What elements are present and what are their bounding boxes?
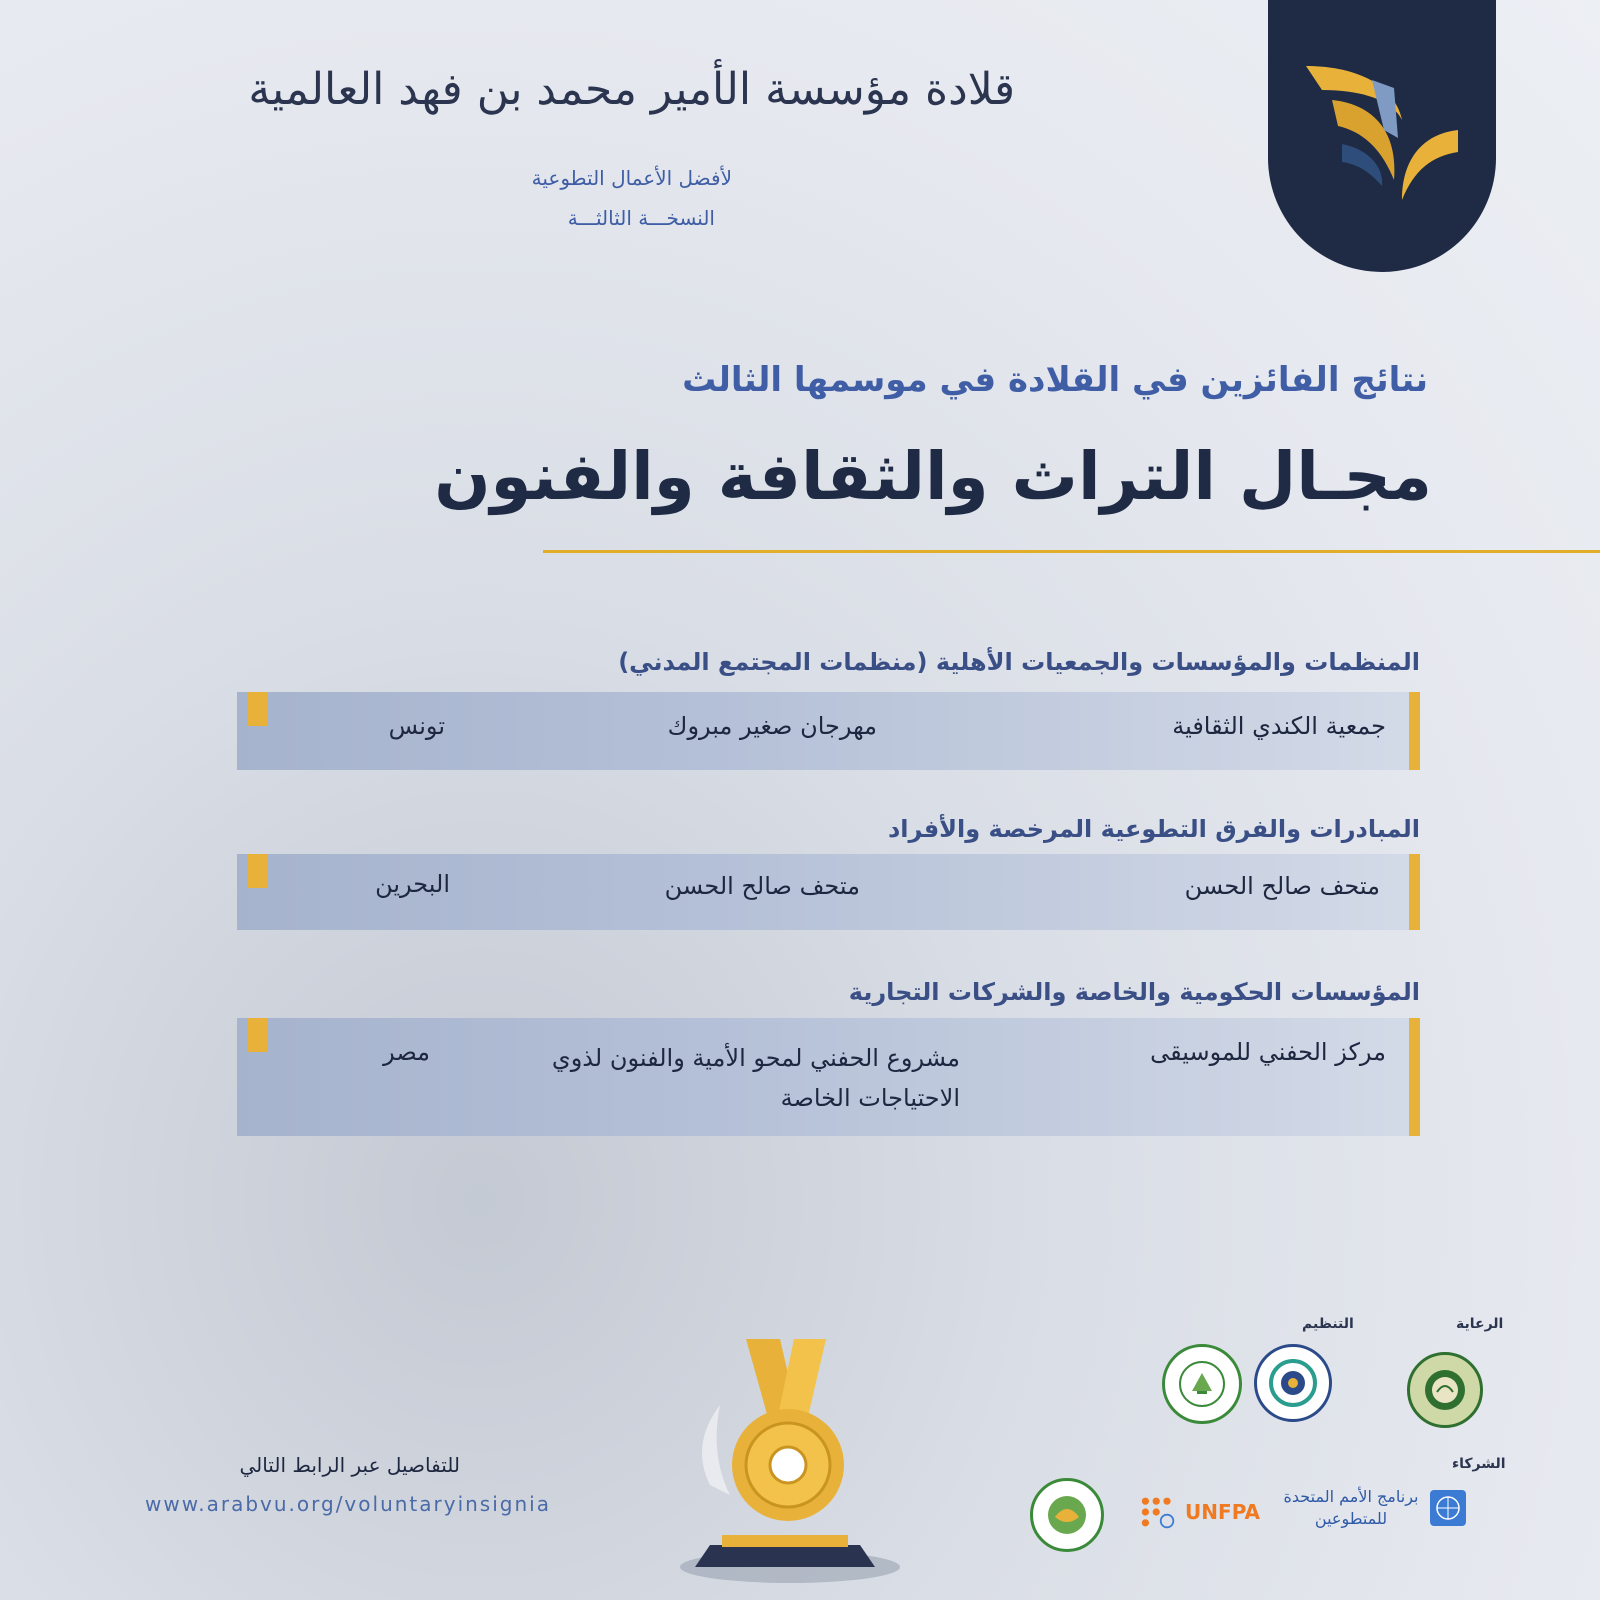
winner-entity: متحف صالح الحسن [1184,872,1380,900]
details-link[interactable]: www.arabvu.org/voluntaryinsignia [145,1492,551,1516]
winner-country: تونس [388,712,445,740]
details-label: للتفاصيل عبر الرابط التالي [239,1453,460,1477]
edition-label: النسخـــة الثالثـــة [567,206,715,230]
org-subtitle: لأفضل الأعمال التطوعية [531,166,732,190]
row-accent-marker [248,1018,268,1052]
field-title: مجـال التراث والثقافة والفنون [434,438,1432,515]
winner-row [237,854,1420,930]
unfpa-label: UNFPA [1185,1500,1260,1524]
winner-row [237,1018,1420,1136]
row-accent-bar [1409,854,1420,930]
category-title: المنظمات والمؤسسات والجمعيات الأهلية (منظمات المجتمع المدني) [618,648,1420,676]
winner-project: متحف صالح الحسن [664,872,860,900]
row-accent-marker [248,692,268,726]
results-title: نتائج الفائزين في القلادة في موسمها الثالث [682,360,1428,400]
winner-project: مهرجان صغير مبروك [667,712,877,740]
winner-country: البحرين [375,870,450,898]
category-title: المؤسسات الحكومية والخاصة والشركات التجارية [848,978,1420,1006]
gold-divider [543,550,1600,553]
winner-entity: مركز الحفني للموسيقى [1150,1038,1386,1066]
medal-trophy-icon [650,1335,920,1595]
arab-planning-institute-logo-icon [1030,1478,1104,1552]
winner-project: مشروع الحفني لمحو الأمية والفنون لذوي الاحتياجات الخاصة [551,1044,960,1112]
un-emblem-icon [1430,1490,1466,1526]
sponsorship-label: الرعاية [1456,1316,1504,1332]
foundation-logo-icon [1302,60,1462,210]
partners-label: الشركاء [1452,1456,1506,1472]
winner-entity: جمعية الكندي الثقافية [1172,712,1386,740]
arab-league-logo-icon [1407,1352,1483,1428]
row-accent-bar [1409,1018,1420,1136]
foundation-seal-icon [1254,1344,1332,1422]
winner-country: مصر [383,1038,430,1066]
un-volunteers-label: برنامج الأمم المتحدة للمتطوعين [1283,1487,1419,1528]
unfpa-logo-icon [1140,1492,1260,1532]
arab-voluntary-union-logo-icon [1162,1344,1242,1424]
row-accent-marker [248,854,268,888]
winner-row [237,692,1420,770]
row-accent-bar [1409,692,1420,770]
category-title: المبادرات والفرق التطوعية المرخصة والأفراد [887,815,1420,843]
organization-label: التنظيم [1302,1316,1354,1332]
org-title: قلادة مؤسسة الأمير محمد بن فهد العالمية [248,64,1015,115]
foundation-logo-badge [1268,0,1496,272]
